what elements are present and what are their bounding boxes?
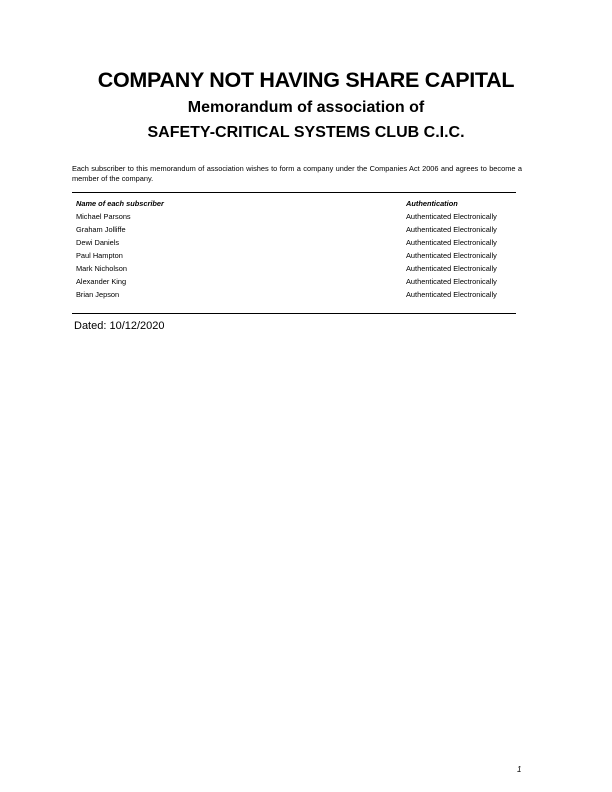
date-line: Dated: 10/12/2020 xyxy=(74,320,165,332)
header-authentication: Authentication xyxy=(406,199,458,208)
subscriber-authentication: Authenticated Electronically xyxy=(406,251,497,260)
subscriber-authentication: Authenticated Electronically xyxy=(406,212,497,221)
memorandum-subtitle: Memorandum of association of xyxy=(187,99,425,116)
subscriber-name: Graham Jolliffe xyxy=(76,225,126,234)
table-row xyxy=(72,249,516,262)
page-number: 1 xyxy=(517,765,522,774)
company-name: SAFETY-CRITICAL SYSTEMS CLUB C.I.C. xyxy=(147,124,465,141)
subscriber-table xyxy=(72,192,516,314)
table-header xyxy=(72,197,516,210)
subscriber-name: Paul Hampton xyxy=(76,251,123,260)
subscriber-authentication: Authenticated Electronically xyxy=(406,264,497,273)
subscriber-name: Alexander King xyxy=(76,277,127,286)
subscriber-authentication: Authenticated Electronically xyxy=(406,238,497,247)
subscriber-authentication: Authenticated Electronically xyxy=(406,225,497,234)
subscriber-name: Mark Nicholson xyxy=(76,264,127,273)
table-row xyxy=(72,223,516,236)
table-row xyxy=(72,288,516,301)
intro-paragraph: Each subscriber to this memorandum of association wishes to form a company under the Companies Act 2006 and agrees to become a member of the company. xyxy=(72,164,522,183)
subscriber-name: Michael Parsons xyxy=(76,212,131,221)
table-row xyxy=(72,236,516,249)
table-row xyxy=(72,262,516,275)
page-title: COMPANY NOT HAVING SHARE CAPITAL xyxy=(97,68,515,92)
table-row xyxy=(72,275,516,288)
subscriber-authentication: Authenticated Electronically xyxy=(406,277,497,286)
subscriber-name: Dewi Daniels xyxy=(76,238,120,247)
subscriber-name: Brian Jepson xyxy=(76,290,120,299)
subscriber-authentication: Authenticated Electronically xyxy=(406,290,497,299)
header-name: Name of each subscriber xyxy=(76,199,164,208)
table-row xyxy=(72,210,516,223)
